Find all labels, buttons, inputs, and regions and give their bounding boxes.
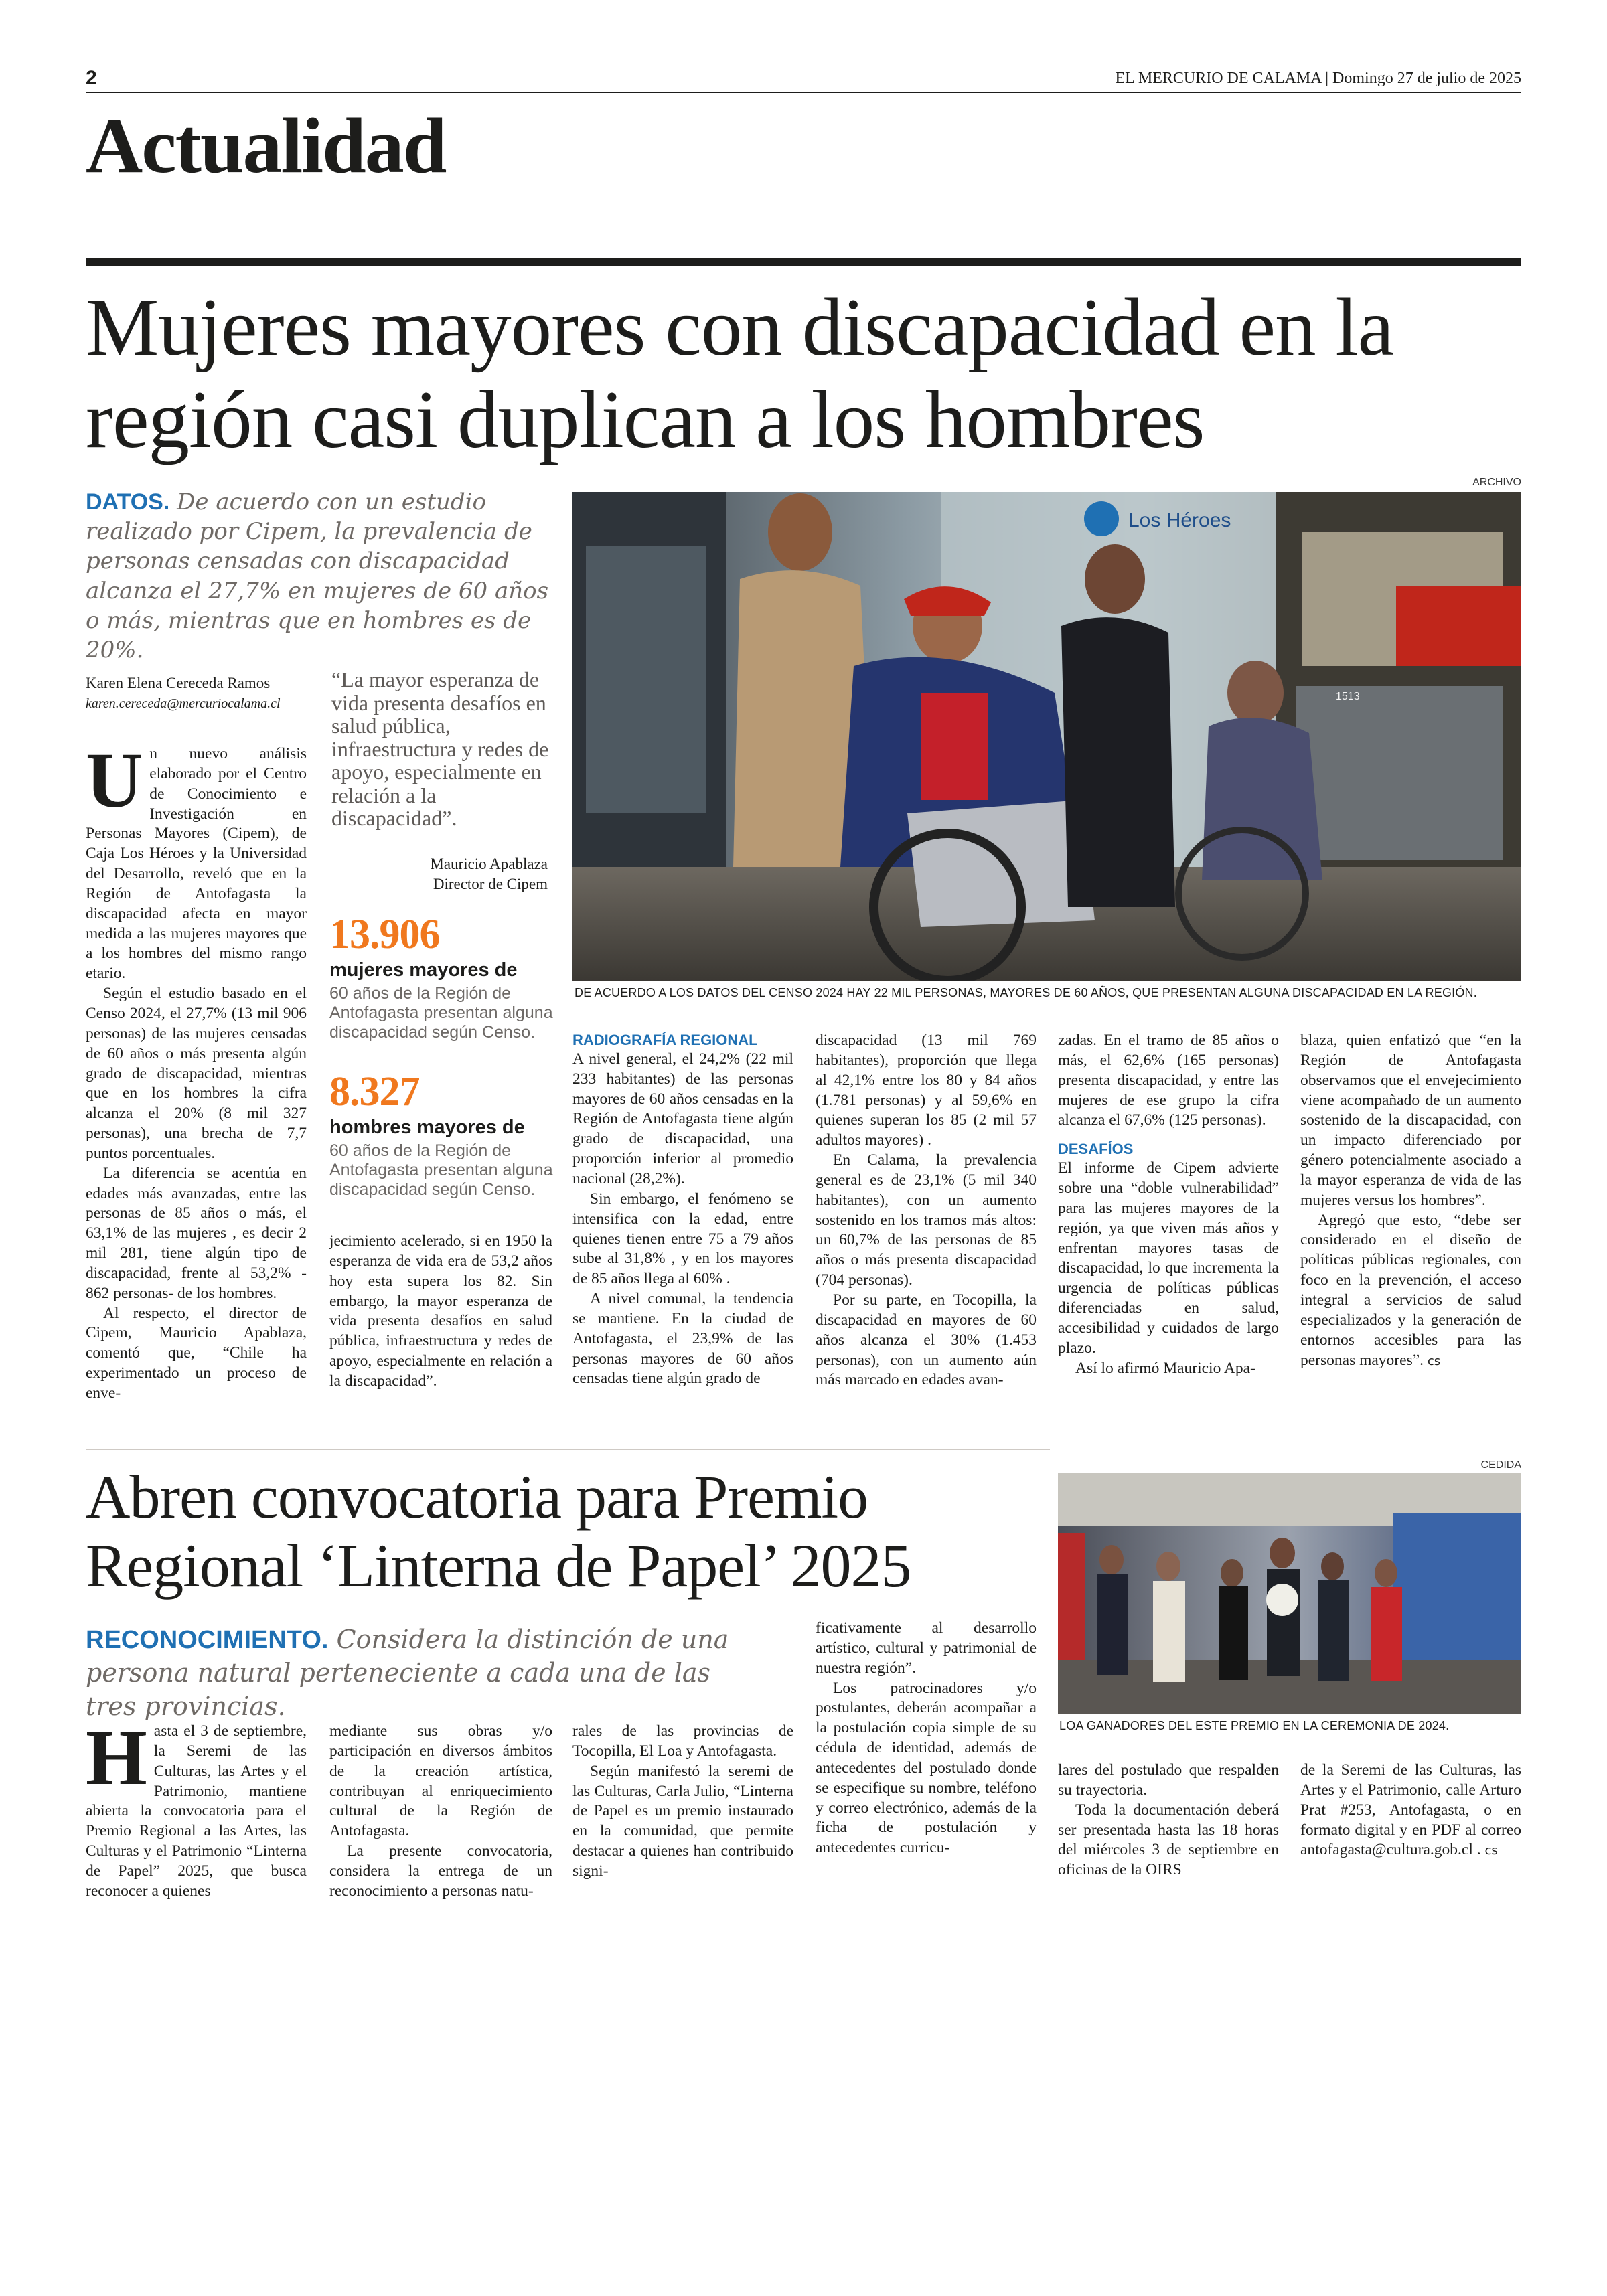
article-1-paragraph: Así lo afirmó Mauricio Apa- [1075, 1359, 1255, 1377]
stat-women-description: 60 años de la Región de Antofagasta presentan alguna discapacidad según Censo. [329, 984, 553, 1042]
article-1-headline: Mujeres mayores con discapacidad en la región casi duplican a los hombres [86, 281, 1394, 465]
seniors-wheelchair-photo [572, 492, 1521, 981]
dropcap: H [86, 1714, 147, 1801]
article-1-column-2 [329, 1232, 552, 1392]
article-2-paragraph: rales de las provincias de Tocopilla, El Loa y Antofagasta. [572, 1722, 793, 1760]
article-1-paragraph: En Calama, la prevalencia general es de 23,1% (5 mil 340 habitantes), con un aumento sostenido en los tramos más altos: un 60,7% de las personas de 85 años o más presenta discapacidad (704 personas). [816, 1151, 1037, 1289]
article-2-column-5 [1058, 1760, 1279, 1880]
end-mark-icon: cs [1484, 1843, 1498, 1858]
article-1-paragraph: Al respecto, el director de Cipem, Mauricio Apablaza, comentó que, “Chile ha experimentado un proceso de enve- [86, 1304, 307, 1402]
byline-email[interactable]: karen.cereceda@mercuriocalama.cl [86, 696, 281, 711]
article-2-photo-caption: LOA GANADORES DEL ESTE PREMIO EN LA CEREMONIA DE 2024. [1059, 1719, 1450, 1732]
pull-quote: “La mayor esperanza de vida presenta desafíos en salud pública, infraestructura y redes de apoyo, especialmente en relación a la discapacidad”. [331, 667, 549, 831]
award-ceremony-photo [1058, 1473, 1521, 1714]
stat-men-number: 8.327 [329, 1069, 420, 1115]
article-2-paragraph: Hasta el 3 de septiembre, la Seremi de las Culturas, las Artes y el Patrimonio, mantiene abierta la convocatoria para el Premio Regional a las Artes, las Culturas y el Patrimonio “Linterna de Papel” 2025, que busca reconocer a quienes [86, 1714, 307, 1900]
article-2-paragraph: La presente convocatoria, considera la entrega de un reconocimiento a personas natu- [329, 1842, 552, 1900]
article-1-paragraph: Sin embargo, el fenómeno se intensifica con la edad, entre quienes tienen entre 75 a 79 años sube al 31,8% , y en los mayores de 85 años llega al 60% . [572, 1190, 793, 1288]
article-1-column-1 [86, 736, 307, 1404]
article-separator [86, 1449, 1050, 1450]
article-1-summary: De acuerdo con un estudio realizado por Cipem, la prevalencia de personas censadas con discapacidad alcanza el 27,7% en mujeres de 60 años o más, mientras que en hombres es de 20%. [86, 489, 549, 663]
byline-author: Karen Elena Cereceda Ramos [86, 675, 271, 691]
stat-women-label: mujeres mayores de [329, 959, 518, 981]
article-1-column-6 [1300, 1031, 1521, 1370]
stat-men-description: 60 años de la Región de Antofagasta presentan alguna discapacidad según Censo. [329, 1141, 553, 1199]
masthead: EL MERCURIO DE CALAMA | Domingo 27 de julio de 2025 [1115, 70, 1521, 87]
article-1-kicker: DATOS. [86, 489, 170, 515]
article-1-deck [86, 487, 554, 665]
article-2-headline: Abren convocatoria para Premio Regional ‘Linterna de Papel’ 2025 [86, 1463, 911, 1601]
article-1-paragraph: discapacidad (13 mil 769 habitantes), proporción que llega al 42,1% entre los 80 y 84 años (1.781 personas) y al 59,6% en quienes superan los 85 (2 mil 57 adultos mayores) . [816, 1032, 1037, 1149]
page-number: 2 [86, 67, 97, 89]
article-1-paragraph: El informe de Cipem advierte sobre una “doble vulnerabilidad” para las mujeres mayores de la región, ya que viven más años y enfrentan mayores tasas de discapacidad, lo que incrementa la urgencia de políticas públicas diferenciadas en salud, accesibilidad y cuidados de largo plazo. [1058, 1159, 1279, 1357]
top-rule [86, 92, 1521, 93]
subhead-desafios: DESAFÍOS [1058, 1141, 1134, 1158]
pull-quote-author: Mauricio Apablaza [430, 855, 548, 872]
stat-men-label: hombres mayores de [329, 1117, 525, 1138]
photo-1-door-number: 1513 [1336, 691, 1360, 702]
article-2-column-4 [816, 1619, 1037, 1858]
article-2-paragraph: Según manifestó la seremi de las Culturas, Carla Julio, “Linterna de Papel es un premio instaurado en la comunidad, que permite destacar a quienes han contribuido signi- [572, 1762, 793, 1880]
article-1-paragraph: jecimiento acelerado, si en 1950 la esperanza de vida era de 53,2 años hoy esta supera los 82. Sin embargo, la mayor esperanza de vida presenta desafíos en salud pública, infraestructura y redes de apoyo, especialmente en relación a la discapacidad”. [329, 1232, 552, 1390]
article-2-paragraph: ficativamente al desarrollo artístico, cultural y patrimonial de nuestra región”. [816, 1619, 1037, 1677]
article-2-paragraph: mediante sus obras y/o participación en diversos ámbitos de la creación artística, contribuyan al enriquecimiento cultural de la Región de Antofagasta. [329, 1722, 552, 1840]
article-2-kicker: RECONOCIMIENTO. [86, 1626, 329, 1654]
article-1-paragraph: Un nuevo análisis elaborado por el Centro de Conocimiento e Investigación en Personas Mayores (Cipem), de Caja Los Héroes y la Universidad del Desarrollo, reveló que en la Región de Antofagasta la discapacidad afecta en mayor medida a las mujeres mayores que a los hombres del mismo rango etario. [86, 736, 307, 983]
article-2-summary: Considera la distinción de una persona natural perteneciente a cada una de las tres provincias. [86, 1625, 729, 1721]
article-2-column-3 [572, 1722, 793, 1882]
article-1-photo-caption: DE ACUERDO A LOS DATOS DEL CENSO 2024 HAY 22 MIL PERSONAS, MAYORES DE 60 AÑOS, QUE PRESENTAN ALGUNA DISCAPACIDAD EN LA REGIÓN. [575, 986, 1477, 999]
section-title: Actualidad [86, 102, 446, 189]
article-1-column-5 [1058, 1031, 1279, 1378]
article-1-column-4 [816, 1031, 1037, 1390]
photo-1-credit: ARCHIVO [1472, 477, 1521, 488]
article-1-paragraph: Por su parte, en Tocopilla, la discapacidad en mayores de 60 años alcanza el 30% (1.453 personas), con un aumento aún más marcado en edades avan- [816, 1291, 1037, 1389]
article-2-column-6 [1300, 1760, 1521, 1860]
article-1-photo [572, 492, 1521, 981]
article-2-paragraph: lares del postulado que respalden su trayectoria. [1058, 1761, 1279, 1799]
dropcap: U [86, 736, 143, 824]
article-1-paragraph: La diferencia se acentúa en edades más avanzadas, entre las personas de 85 años o más, el 63,1% de las mujeres , es decir 2 mil 281, tiene algún tipo de discapacidad, frente al 53,2% - 862 personas- de los hombres. [86, 1164, 307, 1302]
pull-quote-role: Director de Cipem [433, 876, 548, 892]
article-1-column-3 [572, 1031, 793, 1389]
article-2-column-1 [86, 1714, 307, 1902]
article-2-column-2 [329, 1722, 552, 1902]
article-2-photo [1058, 1473, 1521, 1714]
article-2-paragraph: Toda la documentación deberá ser presentada hasta las 18 horas del miércoles 3 de septiembre en oficinas de la OIRS [1058, 1801, 1279, 1879]
article-2-deck [86, 1623, 755, 1723]
article-2-paragraph: Los patrocinadores y/o postulantes, deberán acompañar a la postulación copia simple de su cédula de identidad, además de antecedentes del postulado donde se especifique su nombre, teléfono y correo electrónico, además de la ficha de postulación y antecedentes curricu- [816, 1679, 1037, 1857]
bank-logo-icon [1084, 501, 1119, 536]
article-1-paragraph: blaza, quien enfatizó que “en la Región de Antofagasta observamos que el envejecimiento viene acompañado de un aumento sostenido de la discapacidad, con un impacto diferenciado por género potencialmente asociado a la mayor esperanza de vida de las mujeres versus los hombres”. [1300, 1032, 1521, 1209]
stat-women-number: 13.906 [329, 912, 440, 957]
photo-1-sign: Los Héroes [1128, 509, 1231, 531]
photo-2-credit: CEDIDA [1480, 1459, 1521, 1471]
article-1-paragraph: A nivel comunal, la tendencia se mantiene. En la ciudad de Antofagasta, el 23,9% de las personas mayores de 60 años censadas tiene algún grado de [572, 1290, 793, 1388]
article-1-paragraph: zadas. En el tramo de 85 años o más, el 62,6% (165 personas) presenta discapacidad, y entre las mujeres de ese grupo la cifra alcanza el 67,6% (125 personas). [1058, 1032, 1279, 1129]
end-mark-icon: cs [1427, 1354, 1441, 1368]
article-2-paragraph: de la Seremi de las Culturas, las Artes y el Patrimonio, calle Arturo Prat #253, Antofagasta, o en formato digital y en PDF al correo antofagasta@cultura.gob.cl . cs [1300, 1761, 1521, 1859]
section-divider [86, 258, 1521, 266]
article-1-paragraph: A nivel general, el 24,2% (22 mil 233 habitantes) de las personas mayores de 60 años censadas en la Región de Antofagasta tiene algún grado de discapacidad, una proporción inferior al promedio nacional (28,2%). [572, 1050, 793, 1187]
article-1-paragraph: Agregó que esto, “debe ser considerado en el diseño de políticas públicas regionales, con foco en la prevención, el acceso integral a servicios de salud especializados y la generación de entornos accesibles para las personas mayores”. cs [1300, 1211, 1521, 1369]
article-1-paragraph: Según el estudio basado en el Censo 2024, el 27,7% (13 mil 906 personas) de las mujeres censadas de 60 años o más presenta algún grado de discapacidad, mientras que en los hombres la cifra alcanza el 20% (8 mil 327 personas), una brecha de 7,7 puntos porcentuales. [86, 985, 307, 1162]
subhead-radiografia: RADIOGRAFÍA REGIONAL [572, 1032, 758, 1048]
